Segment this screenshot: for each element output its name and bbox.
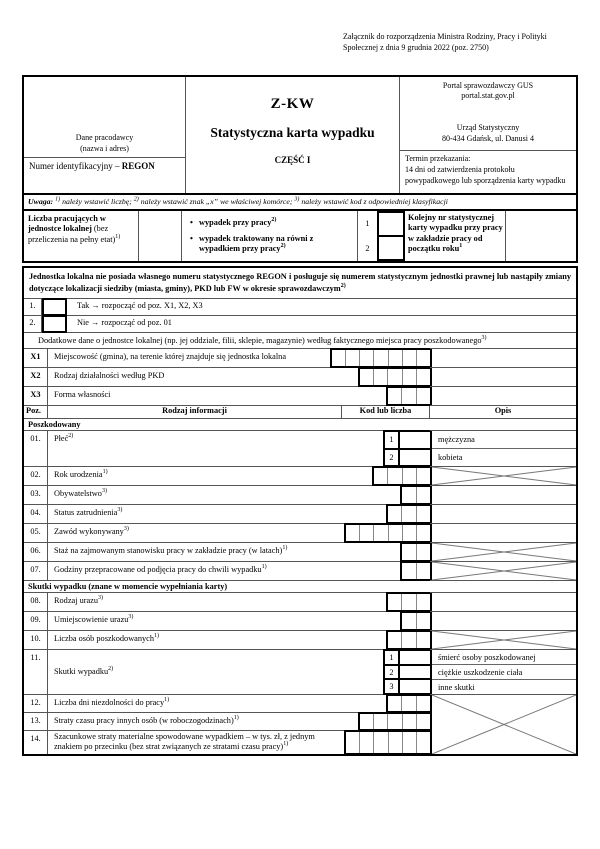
row-label (48, 695, 386, 712)
row-label-text: Obywatelstwo (54, 489, 102, 499)
option-numbers (385, 432, 400, 465)
opis-cell-crossed (430, 631, 576, 649)
opis-cell-crossed (430, 562, 576, 580)
opis-cell[interactable] (430, 593, 576, 611)
office-line2: 80-434 Gdańsk, ul. Danusi 4 (442, 133, 534, 143)
footnote-ref: 1) (282, 545, 288, 552)
opis-cell-crossed (430, 467, 576, 485)
option-numbers (385, 651, 400, 693)
footnote-ref-1: 1) (55, 196, 61, 203)
portal-line1: Portal sprawozdawczy GUS (442, 81, 534, 90)
code-input[interactable] (400, 542, 430, 562)
row-number: 06. (24, 543, 48, 561)
row-label (48, 631, 386, 649)
digit-cell[interactable] (402, 544, 416, 560)
footnote-ref: 1) (233, 715, 239, 722)
digit-cell[interactable] (388, 388, 401, 404)
yes-row (24, 299, 576, 316)
code-input[interactable] (400, 485, 430, 505)
digit-cell[interactable] (402, 732, 416, 753)
digit-cell[interactable] (345, 350, 359, 366)
opis-cell-crossed (430, 695, 576, 754)
cross-icon (432, 543, 576, 561)
code-input[interactable] (344, 730, 430, 755)
form-code: Z-KW (270, 96, 315, 112)
accident-type-option-1 (188, 218, 353, 228)
footnote-ref: 2) (340, 283, 346, 290)
opis-cell[interactable] (430, 612, 576, 630)
local-unit-statement (24, 268, 576, 299)
bullet-icon: • (190, 218, 193, 228)
additional-data-note-text: Dodatkowe dane o jednostce lokalnej (np. jej oddziale, filii, sklepie, magazynie) według faktycznego miejsca pracy poszkodowanego (38, 336, 482, 346)
header-table (24, 77, 576, 193)
title-column (186, 77, 399, 193)
row-number: 08. (24, 593, 48, 611)
option-number-1: 1 (389, 652, 394, 662)
column-header-code: Kod lub liczba (342, 406, 430, 418)
digit-cell[interactable] (388, 594, 401, 610)
digit-cell[interactable] (388, 632, 401, 648)
footnote-ref: 1) (164, 697, 170, 704)
employer-column (24, 77, 186, 193)
option-number-1: 1 (389, 435, 394, 445)
option-label-other-effects: inne skutki (432, 679, 576, 694)
digit-cell[interactable] (402, 468, 416, 484)
digit-cell[interactable] (402, 525, 416, 541)
serial-number-label (405, 211, 506, 261)
footnote-ref: 1) (261, 564, 267, 571)
digit-cell[interactable] (402, 714, 416, 729)
deadline-line1: Termin przekazania: (405, 154, 471, 163)
row-label-text: Godziny przepracowane od podjęcia pracy do chwili wypadku (54, 565, 262, 575)
footnote-ref: 2) (68, 433, 74, 440)
checkbox-other-effects[interactable] (400, 678, 430, 693)
form-body (22, 75, 578, 756)
digit-cell[interactable] (387, 468, 401, 484)
digit-cell[interactable] (416, 632, 430, 648)
form-part: CZĘŚĆ I (274, 155, 311, 165)
no-row (24, 316, 576, 333)
annex-note-line1: Załącznik do rozporządzenia Ministra Rodziny, Pracy i Polityki (343, 32, 547, 41)
opis-cell-crossed (430, 543, 576, 561)
digit-cell[interactable] (387, 714, 401, 729)
digit-cell[interactable] (402, 369, 416, 385)
accident-type-number-1: 1 (365, 219, 370, 228)
row-13 (24, 713, 430, 731)
code-input[interactable] (372, 466, 430, 486)
digit-cell[interactable] (373, 525, 387, 541)
footnote-ref: 1 (459, 243, 463, 250)
row-label-text: Umiejscowienie urazu (54, 615, 129, 625)
option-number-2: 2 (385, 448, 398, 466)
row-07 (24, 562, 576, 581)
digit-cell[interactable] (416, 468, 430, 484)
digit-cell[interactable] (373, 369, 387, 385)
cross-icon (432, 631, 576, 649)
row-label (48, 524, 344, 542)
yes-row-label: Tak → rozpocząć od poz. X1, X2, X3 (77, 301, 203, 311)
code-input[interactable] (400, 561, 430, 581)
digit-cell[interactable] (401, 696, 415, 711)
column-header-opis: Opis (494, 406, 512, 416)
digit-cell[interactable] (416, 563, 431, 579)
digit-cell[interactable] (388, 350, 402, 366)
digit-cell[interactable] (416, 544, 431, 560)
option-checkboxes (400, 651, 430, 693)
column-header-info: Rodzaj informacji (48, 406, 342, 418)
cross-icon (432, 695, 576, 754)
portal-info (402, 81, 574, 102)
row-number: X3 (24, 387, 48, 405)
footnote-ref: 2) (108, 666, 114, 673)
row-label (48, 650, 383, 694)
workers-count-label (24, 211, 139, 261)
row-x3 (24, 387, 576, 406)
footnote-text-1: należy wstawić liczbę; (60, 197, 134, 206)
portal-line2: portal.stat.gov.pl (461, 91, 515, 101)
option-number-2: 2 (385, 664, 398, 679)
option-label-serious-injury: ciężkie uszkodzenie ciała (432, 664, 576, 679)
digit-cell[interactable] (359, 732, 373, 753)
no-row-label: Nie → rozpocząć od poz. 01 (77, 318, 172, 328)
row-number: X2 (24, 368, 48, 386)
workers-count-label-rest: (bez przeliczenia na pełny etat) (28, 224, 116, 244)
cross-icon (432, 467, 576, 485)
options-block (383, 649, 430, 695)
digit-cell[interactable] (416, 613, 431, 629)
footnote-ref: 1) (102, 469, 108, 476)
serial-number-input-cell[interactable] (506, 211, 576, 261)
rows-12-14-group (24, 695, 576, 754)
employer-label-line2: (nazwa i adres) (80, 143, 129, 153)
row-label-text: Straty czasu pracy innych osób (w roboczogodzinach) (54, 716, 234, 726)
deadline-cell (400, 151, 576, 193)
row-label: Forma własności (54, 390, 111, 400)
workers-count-input-cell[interactable] (139, 211, 182, 261)
row-number: 05. (24, 524, 48, 542)
digit-cell[interactable] (388, 525, 402, 541)
digit-cell[interactable] (416, 732, 430, 753)
accident-type-option-2-label: wypadek traktowany na równi z wypadkiem przy pracy (199, 233, 314, 253)
yes-row-number: 1. (24, 299, 42, 315)
footnote-ref: 3) (123, 526, 129, 533)
opis-cell[interactable] (430, 486, 576, 504)
footnote-ref: 3) (101, 488, 107, 495)
row-number: 13. (24, 713, 48, 730)
employer-label-line1: Dane pracodawcy (75, 133, 134, 143)
digit-cell[interactable] (401, 594, 415, 610)
no-checkbox[interactable] (42, 315, 67, 333)
footnote-ref: 1) (283, 740, 289, 747)
accident-type-options (182, 211, 358, 261)
digit-cell[interactable] (402, 613, 416, 629)
row-number: 02. (24, 467, 48, 485)
digit-cell[interactable] (388, 696, 401, 711)
regon-label: Numer identyfikacyjny – (29, 161, 122, 171)
serial-number-label-text: Kolejny nr statystycznej karty wypadku przy pracy w zakładzie pracy od początku roku (408, 213, 503, 254)
office-column (399, 77, 576, 193)
digit-cell[interactable] (416, 714, 430, 729)
row-05 (24, 524, 576, 543)
accident-type-option-1-label: wypadek przy pracy (199, 218, 272, 228)
accident-type-checkbox-1[interactable] (379, 213, 403, 237)
workers-count-row (24, 209, 576, 261)
digit-cell[interactable] (416, 506, 430, 522)
cross-icon (432, 562, 576, 580)
page-title: Statystyczna karta wypadku (210, 125, 375, 140)
footnote-ref-2: 2) (133, 196, 139, 203)
section-header-poszkodowany: Poszkodowany (24, 419, 576, 431)
row-label (48, 713, 358, 730)
row-label: Rodzaj działalności według PKD (54, 371, 165, 381)
digit-cell[interactable] (388, 506, 401, 522)
deadline-line3: powypadkowego lub sporządzenia karty wypadku (405, 175, 566, 185)
row-number: 09. (24, 612, 48, 630)
regon-cell[interactable] (24, 158, 185, 193)
annex-note (343, 31, 547, 53)
row-09 (24, 612, 576, 631)
accident-type-number-2: 2 (365, 244, 370, 253)
digit-cell[interactable] (388, 732, 402, 753)
footnote-ref: 3) (481, 335, 487, 342)
row-number: 10. (24, 631, 48, 649)
digit-cell[interactable] (416, 369, 430, 385)
code-input[interactable] (386, 630, 430, 650)
digit-cell[interactable] (416, 696, 430, 711)
row-label-text: Zawód wykonywany (54, 527, 124, 537)
option-labels (430, 650, 576, 694)
digit-cell[interactable] (373, 714, 387, 729)
office-line1: Urząd Statystyczny (456, 123, 520, 133)
code-input[interactable] (400, 611, 430, 631)
digit-cell[interactable] (359, 350, 373, 366)
row-12 (24, 695, 430, 713)
option-label-female: kobieta (432, 448, 576, 466)
footnotes-legend (24, 193, 576, 209)
column-header-poz: Poz. (24, 406, 48, 418)
code-input-x3[interactable] (386, 386, 430, 406)
row-14 (24, 731, 430, 754)
digit-cell[interactable] (374, 468, 387, 484)
row-label (48, 562, 400, 580)
code-input[interactable] (386, 504, 430, 524)
row-04 (24, 505, 576, 524)
employer-data-cell[interactable] (24, 77, 185, 158)
bullet-icon: • (190, 233, 193, 243)
code-input[interactable] (344, 523, 430, 543)
row-x2 (24, 368, 576, 387)
digit-cell[interactable] (402, 487, 416, 503)
checkbox-death[interactable] (400, 651, 430, 664)
row-label-text: Status zatrudnienia (54, 508, 118, 518)
form-header-block (22, 75, 578, 263)
digit-cell[interactable] (360, 714, 373, 729)
row-11 (24, 650, 576, 695)
accident-type-checkboxes (377, 211, 405, 261)
digit-cell[interactable] (416, 388, 430, 404)
footnote-ref: 3) (98, 595, 104, 602)
regon-label-bold: REGON (121, 161, 155, 171)
digit-cell[interactable] (402, 563, 416, 579)
digit-cell[interactable] (359, 525, 373, 541)
opis-cell[interactable] (430, 349, 576, 367)
option-label-male: mężczyzna (438, 435, 475, 445)
row-number: 01. (24, 431, 48, 466)
row-number: X1 (24, 349, 48, 367)
footnote-ref-3: 3) (294, 196, 300, 203)
footnote-text-2: należy wstawić znak „x” we właściwej komórce; (138, 197, 295, 206)
no-row-number: 2. (24, 316, 42, 332)
local-unit-statement-text: Jednostka lokalna nie posiada własnego numeru statystycznego REGON i posługuje się numerem statystycznym jednostki prawnej lub nastąpiły zmiany dotyczące lokalizacji siedziby (miasta, gminy), PKD lub FW w okresie sprawozdawczym (29, 272, 571, 294)
footnote-ref: 1) (154, 633, 159, 640)
row-label (48, 467, 372, 485)
row-label-text: Rok urodzenia (54, 470, 103, 480)
row-number: 11. (24, 650, 48, 694)
row-label (48, 505, 386, 523)
digit-cell[interactable] (416, 487, 431, 503)
footnote-ref: 2) (280, 242, 286, 249)
row-label-text: Liczba osób poszkodowanych (54, 634, 154, 644)
options-block (383, 430, 430, 467)
row-label (48, 486, 400, 504)
digit-cell[interactable] (401, 632, 415, 648)
row-01 (24, 431, 576, 467)
code-input[interactable] (386, 592, 430, 612)
row-label-text: Szacunkowe straty materialne spowodowane wypadkiem – w tys. zł, z jednym znakiem po przecinku (bez strat związanych ze stratami czasu pracy) (54, 732, 315, 751)
office-cell (400, 77, 576, 151)
checkbox-female[interactable] (400, 448, 430, 466)
digit-cell[interactable] (402, 350, 416, 366)
annex-note-line2: Społecznej z dnia 9 grudnia 2022 (poz. 2750) (343, 43, 489, 53)
accident-type-checkbox-2[interactable] (379, 237, 403, 259)
accident-type-option-2 (188, 234, 353, 254)
row-label-text: Skutki wypadku (54, 667, 109, 677)
row-10 (24, 631, 576, 650)
digit-cell[interactable] (373, 732, 387, 753)
row-06 (24, 543, 576, 562)
digit-cell[interactable] (346, 525, 359, 541)
code-input[interactable] (386, 694, 430, 713)
row-08 (24, 593, 576, 612)
table-column-headers (24, 406, 576, 419)
rows-12-14-left (24, 695, 430, 754)
row-03 (24, 486, 576, 505)
checkbox-male[interactable] (400, 432, 430, 448)
digit-cell[interactable] (360, 369, 373, 385)
footnote-ref: 2) (271, 217, 277, 224)
footnote-ref: 1) (115, 233, 121, 240)
row-label (48, 731, 344, 754)
office-info (402, 123, 574, 144)
row-label-text: Rodzaj urazu (54, 596, 99, 606)
additional-data-note (24, 333, 576, 349)
option-label-death: śmierć osoby poszkodowanej (438, 652, 536, 662)
opis-cell[interactable] (430, 505, 576, 523)
workers-count-label-bold: Liczba pracujących w jednostce lokalnej (28, 214, 106, 234)
digit-cell[interactable] (401, 506, 415, 522)
row-label (48, 612, 400, 630)
row-number: 04. (24, 505, 48, 523)
digit-cell[interactable] (373, 350, 387, 366)
row-number: 03. (24, 486, 48, 504)
deadline-line2: 14 dni od zatwierdzenia protokołu (405, 164, 515, 174)
digit-cell[interactable] (346, 732, 359, 753)
code-input-x2[interactable] (358, 367, 430, 387)
yes-checkbox[interactable] (42, 298, 67, 316)
row-number: 14. (24, 731, 48, 754)
option-number-3: 3 (385, 678, 398, 693)
row-label-text: Liczba dni niezdolności do pracy (54, 698, 165, 708)
row-02 (24, 467, 576, 486)
main-form-table (22, 266, 578, 756)
opis-cell[interactable] (430, 368, 576, 386)
footnote-ref: 3) (128, 614, 134, 621)
checkbox-serious-injury[interactable] (400, 664, 430, 679)
digit-cell[interactable] (401, 388, 415, 404)
option-checkboxes (400, 432, 430, 465)
footnotes-label: Uwaga: (28, 197, 54, 206)
footnote-text-3: należy wstawić kod z odpowiedniej klasyfikacji (299, 197, 448, 206)
digit-cell[interactable] (332, 350, 345, 366)
code-input[interactable] (358, 712, 430, 731)
row-label (48, 593, 386, 611)
code-input-x1[interactable] (330, 348, 430, 368)
row-label-text: Staż na zajmowanym stanowisku pracy w zakładzie pracy (w latach) (54, 546, 283, 556)
row-label (48, 431, 383, 466)
digit-cell[interactable] (416, 350, 430, 366)
accident-type-numbers (358, 211, 377, 261)
row-label (48, 543, 400, 561)
row-x1 (24, 349, 576, 368)
digit-cell[interactable] (416, 594, 430, 610)
row-label-text: Płeć (54, 434, 69, 444)
footnote-ref: 3) (117, 507, 123, 514)
digit-cell[interactable] (416, 525, 430, 541)
section-header-skutki: Skutki wypadku (znane w momencie wypełniania karty) (24, 581, 576, 593)
opis-cell[interactable] (430, 387, 576, 405)
row-label: Miejscowość (gmina), na terenie której znajduje się jednostka lokalna (54, 352, 287, 362)
option-labels (430, 431, 576, 466)
digit-cell[interactable] (387, 369, 401, 385)
row-number: 07. (24, 562, 48, 580)
opis-cell[interactable] (430, 524, 576, 542)
row-number: 12. (24, 695, 48, 712)
